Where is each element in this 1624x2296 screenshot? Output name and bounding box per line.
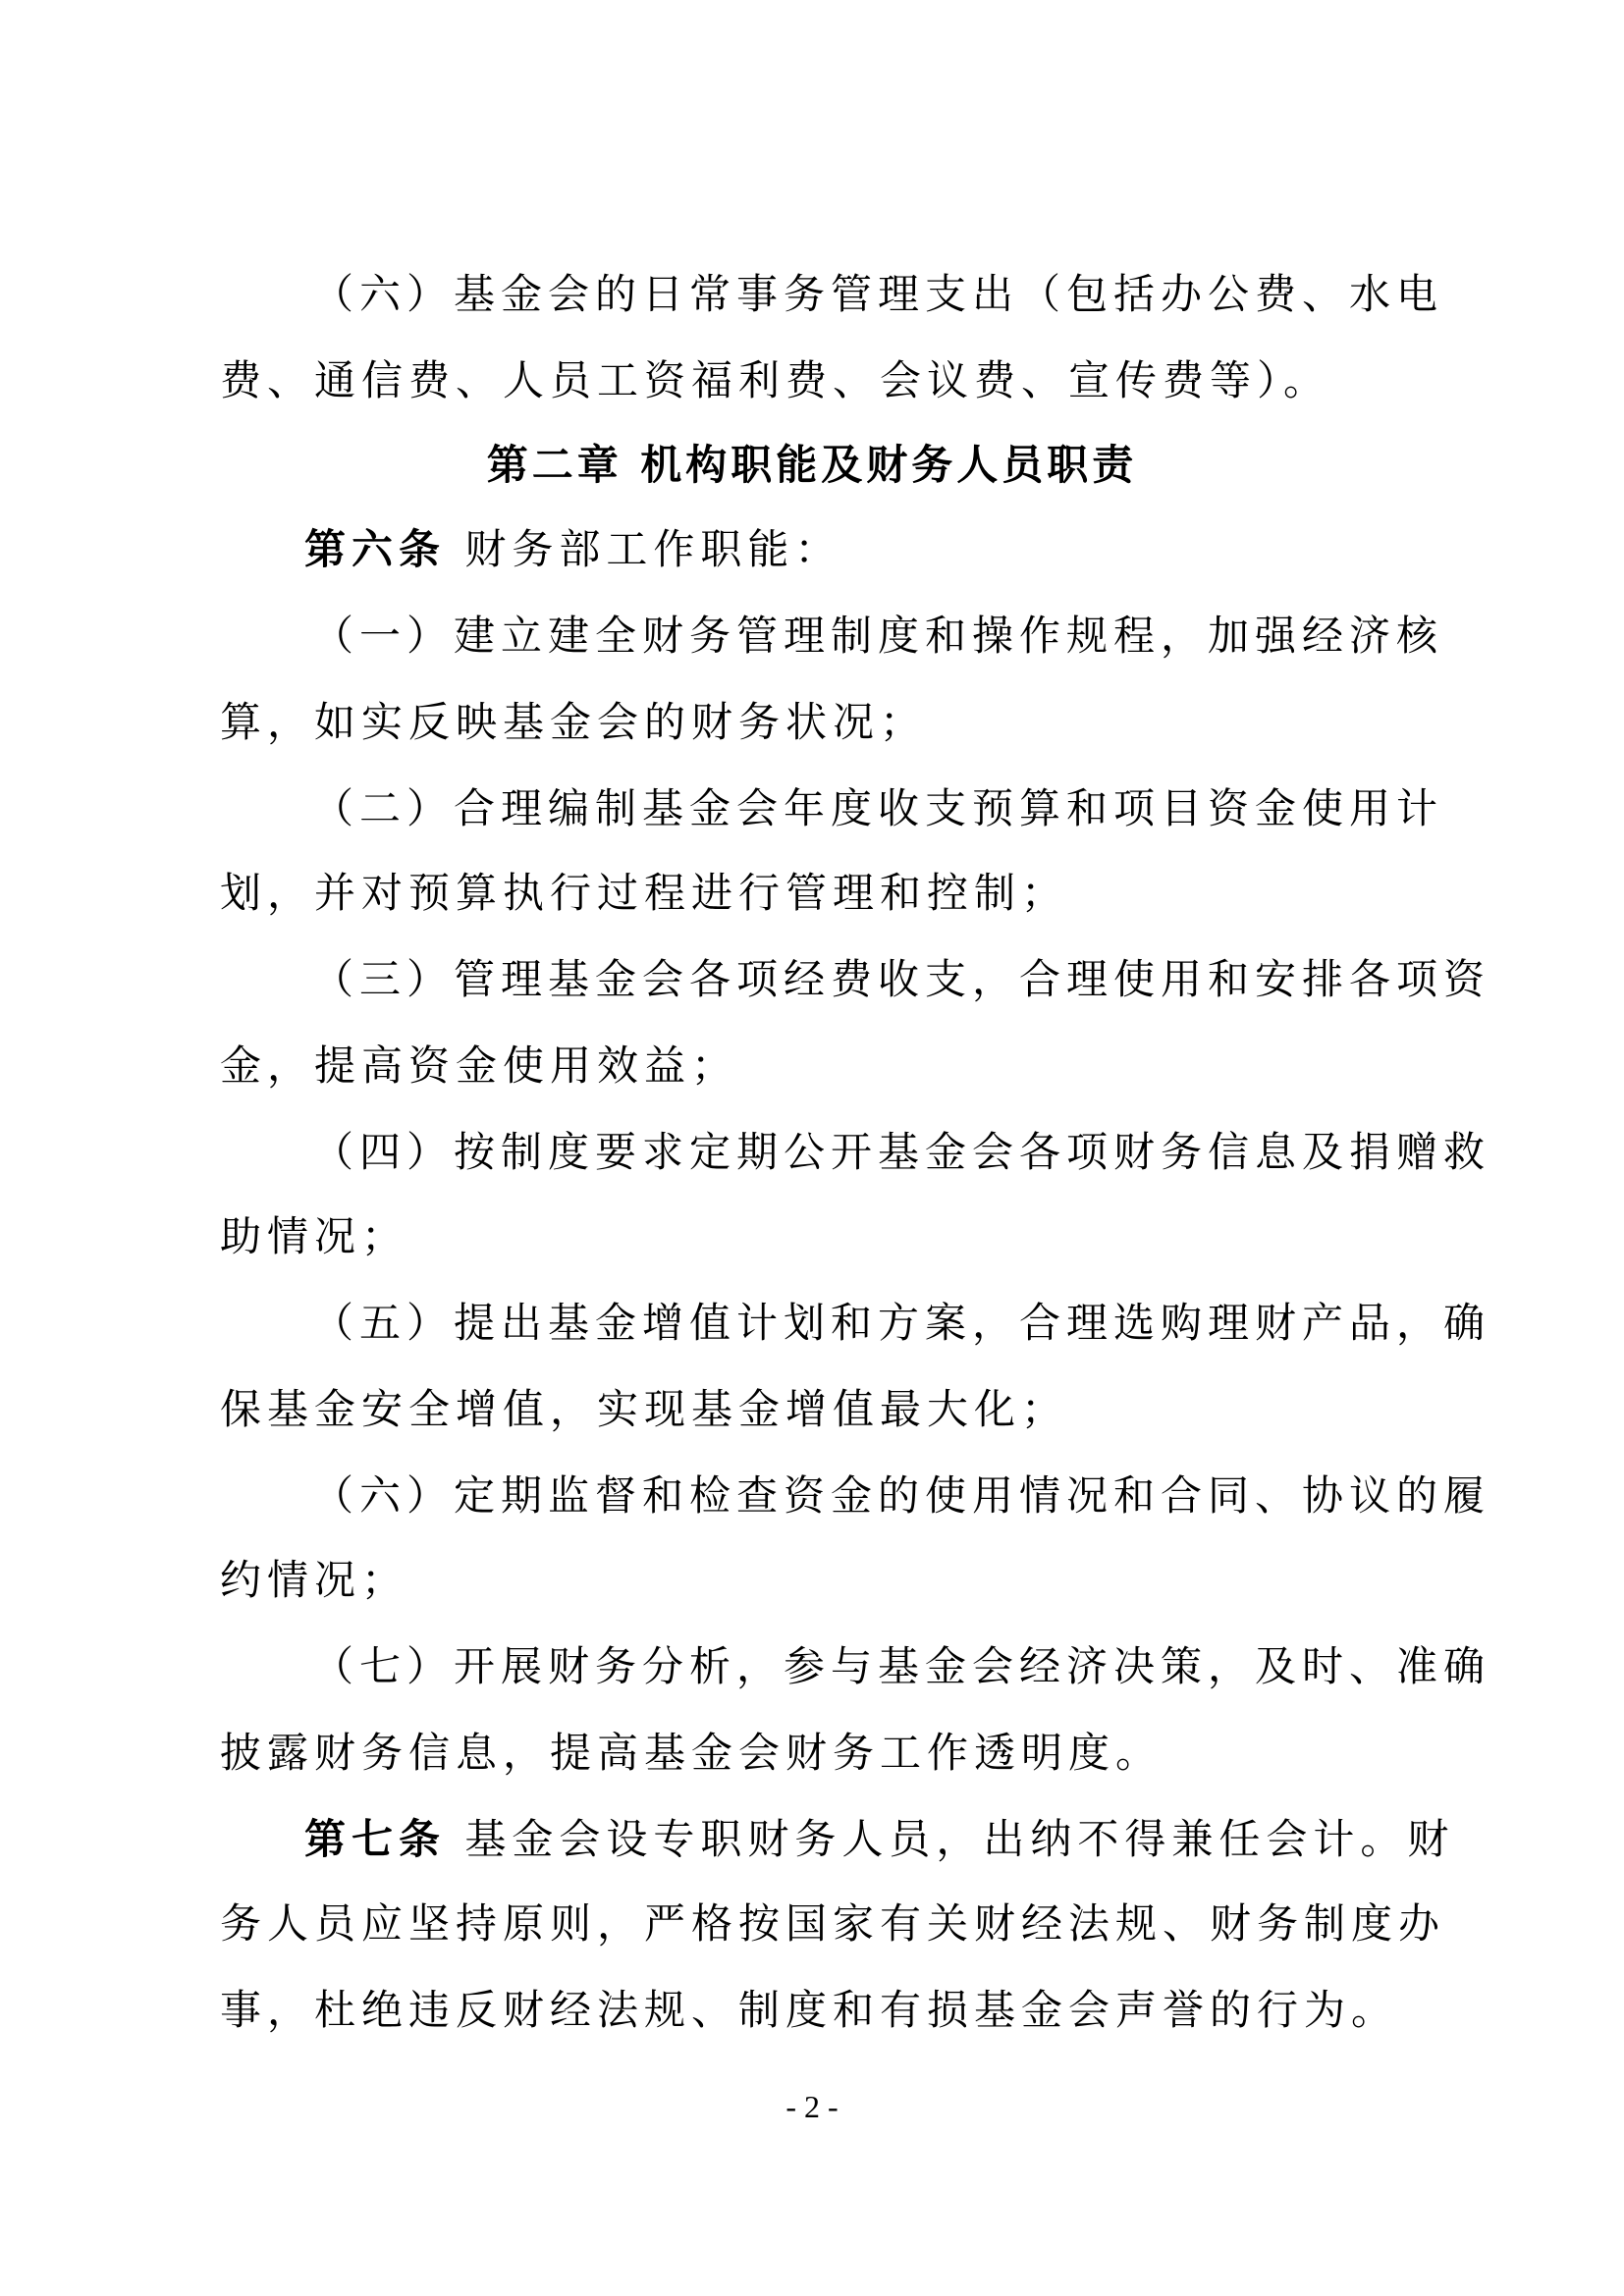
para-line: 费、通信费、人员工资福利费、会议费、宣传费等）。: [220, 356, 1331, 404]
para-line: （二）合理编制基金会年度收支预算和项目资金使用计: [312, 784, 1444, 832]
para-line: 助情况；: [220, 1212, 409, 1260]
article-7-text: 基金会设专职财务人员，出纳不得兼任会计。财: [446, 1815, 1455, 1863]
article-6-text: 财务部工作职能：: [446, 525, 842, 573]
article-6-label: 第六条: [304, 525, 447, 573]
para-line: （七）开展财务分析，参与基金会经济决策，及时、准确: [312, 1642, 1491, 1690]
article-7: [304, 1814, 1454, 1865]
para-line: （四）按制度要求定期公开基金会各项财务信息及捐赠救: [312, 1128, 1491, 1176]
article-6: [304, 524, 841, 575]
article-7-label: 第七条: [304, 1815, 447, 1863]
para-line: 事，杜绝违反财经法规、制度和有损基金会声誉的行为。: [220, 1986, 1399, 2034]
para-line: （六）基金会的日常事务管理支出（包括办公费、水电: [312, 270, 1444, 318]
para-line: （一）建立建全财务管理制度和操作规程，加强经济核: [312, 612, 1444, 660]
para-line: 披露财务信息，提高基金会财务工作透明度。: [220, 1729, 1164, 1777]
para-line: 金，提高资金使用效益；: [220, 1041, 739, 1090]
para-line: 约情况；: [220, 1556, 409, 1604]
page-number: - 2 -: [785, 2089, 839, 2124]
para-line: （五）提出基金增值计划和方案，合理选购理财产品，确: [312, 1299, 1491, 1347]
para-line: 务人员应坚持原则，严格按国家有关财经法规、财务制度办: [220, 1899, 1446, 1948]
chapter-heading: 第二章 机构职能及财务人员职责: [486, 441, 1138, 489]
para-line: 划，并对预算执行过程进行管理和控制；: [220, 869, 1069, 917]
para-line: 保基金安全增值，实现基金增值最大化；: [220, 1385, 1069, 1433]
para-line: （三）管理基金会各项经费收支，合理使用和安排各项资: [312, 955, 1491, 1003]
para-line: 算，如实反映基金会的财务状况；: [220, 698, 928, 746]
para-line: （六）定期监督和检查资金的使用情况和合同、协议的履: [312, 1471, 1491, 1520]
